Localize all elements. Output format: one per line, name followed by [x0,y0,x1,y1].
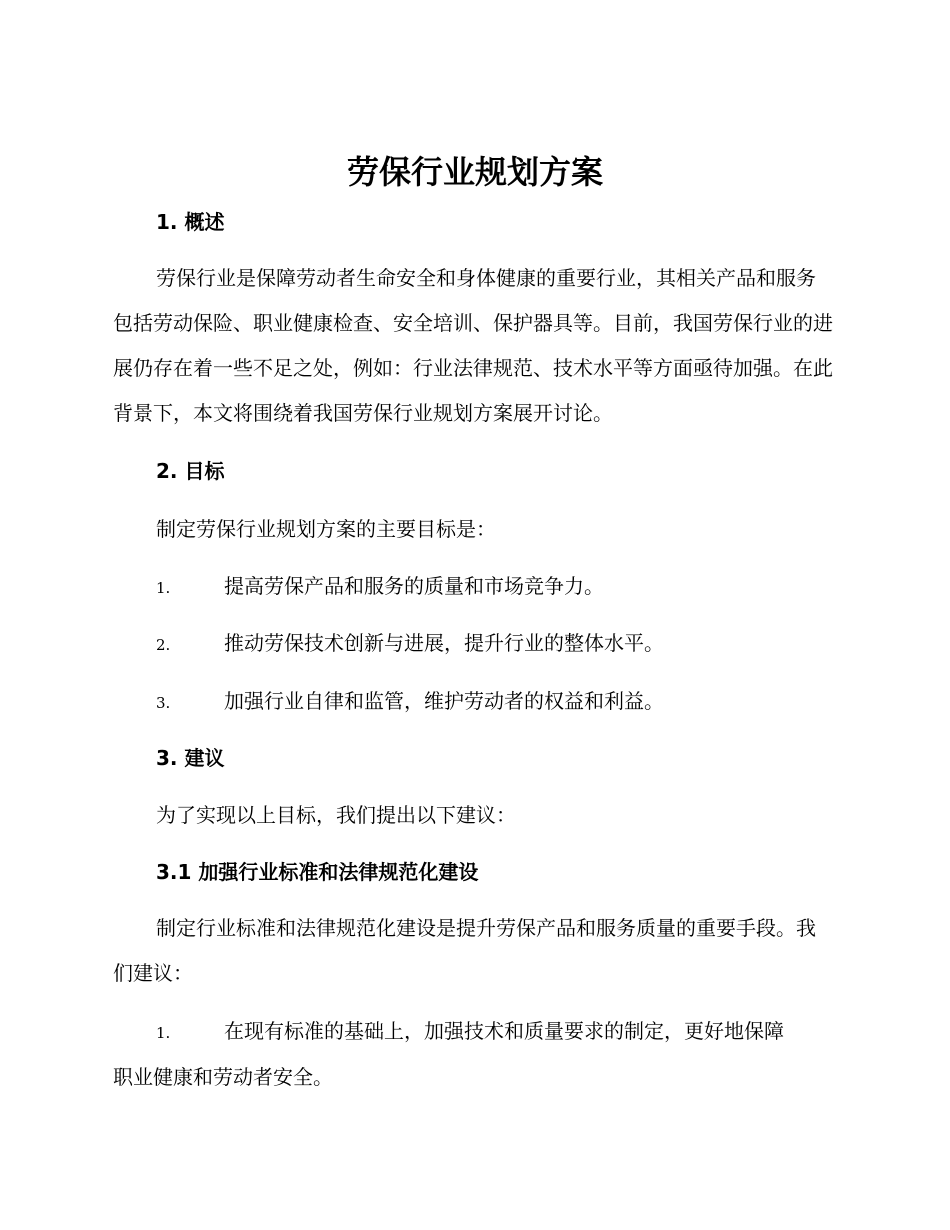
list-item-number: 1. [156,579,171,597]
section-heading-overview: 1. 概述 [156,210,225,234]
section-heading-suggestions: 3. 建议 [156,746,225,770]
goals-intro: 制定劳保行业规划方案的主要目标是： [156,517,496,541]
suggestions-intro: 为了实现以上目标，我们提出以下建议： [156,803,516,827]
list-item-number: 2. [156,636,171,654]
list-item-number: 1. [156,1024,171,1042]
subsection-heading-3-1: 3.1 加强行业标准和法律规范化建设 [156,860,479,884]
list-item-text: 加强行业自律和监管，维护劳动者的权益和利益。 [224,689,664,713]
document-title: 劳保行业规划方案 [346,153,603,191]
overview-paragraph: 劳保行业是保障劳动者生命安全和身体健康的重要行业，其相关产品和服务包括劳动保险、职业健康检查、安全培训、保护器具等。目前，我国劳保行业的进展仍存在着一些不足之处，例如：行业法律规范、技术水平等方面亟待加强。在此背景下，本文将围绕着我国劳保行业规划方案展开讨论。 [113,266,833,425]
section-heading-goals: 2. 目标 [156,459,225,483]
subsection-3-1-paragraph: 制定行业标准和法律规范化建设是提升劳保产品和服务质量的重要手段。我们建议： [113,916,816,985]
list-item-number: 3. [156,694,171,712]
list-item-text: 在现有标准的基础上，加强技术和质量要求的制定，更好地保障 [224,1019,784,1043]
list-item-text: 提高劳保产品和服务的质量和市场竞争力。 [224,574,604,598]
list-item-text-continued: 职业健康和劳动者安全。 [113,1065,333,1089]
list-item-text: 推动劳保技术创新与进展，提升行业的整体水平。 [224,631,664,655]
